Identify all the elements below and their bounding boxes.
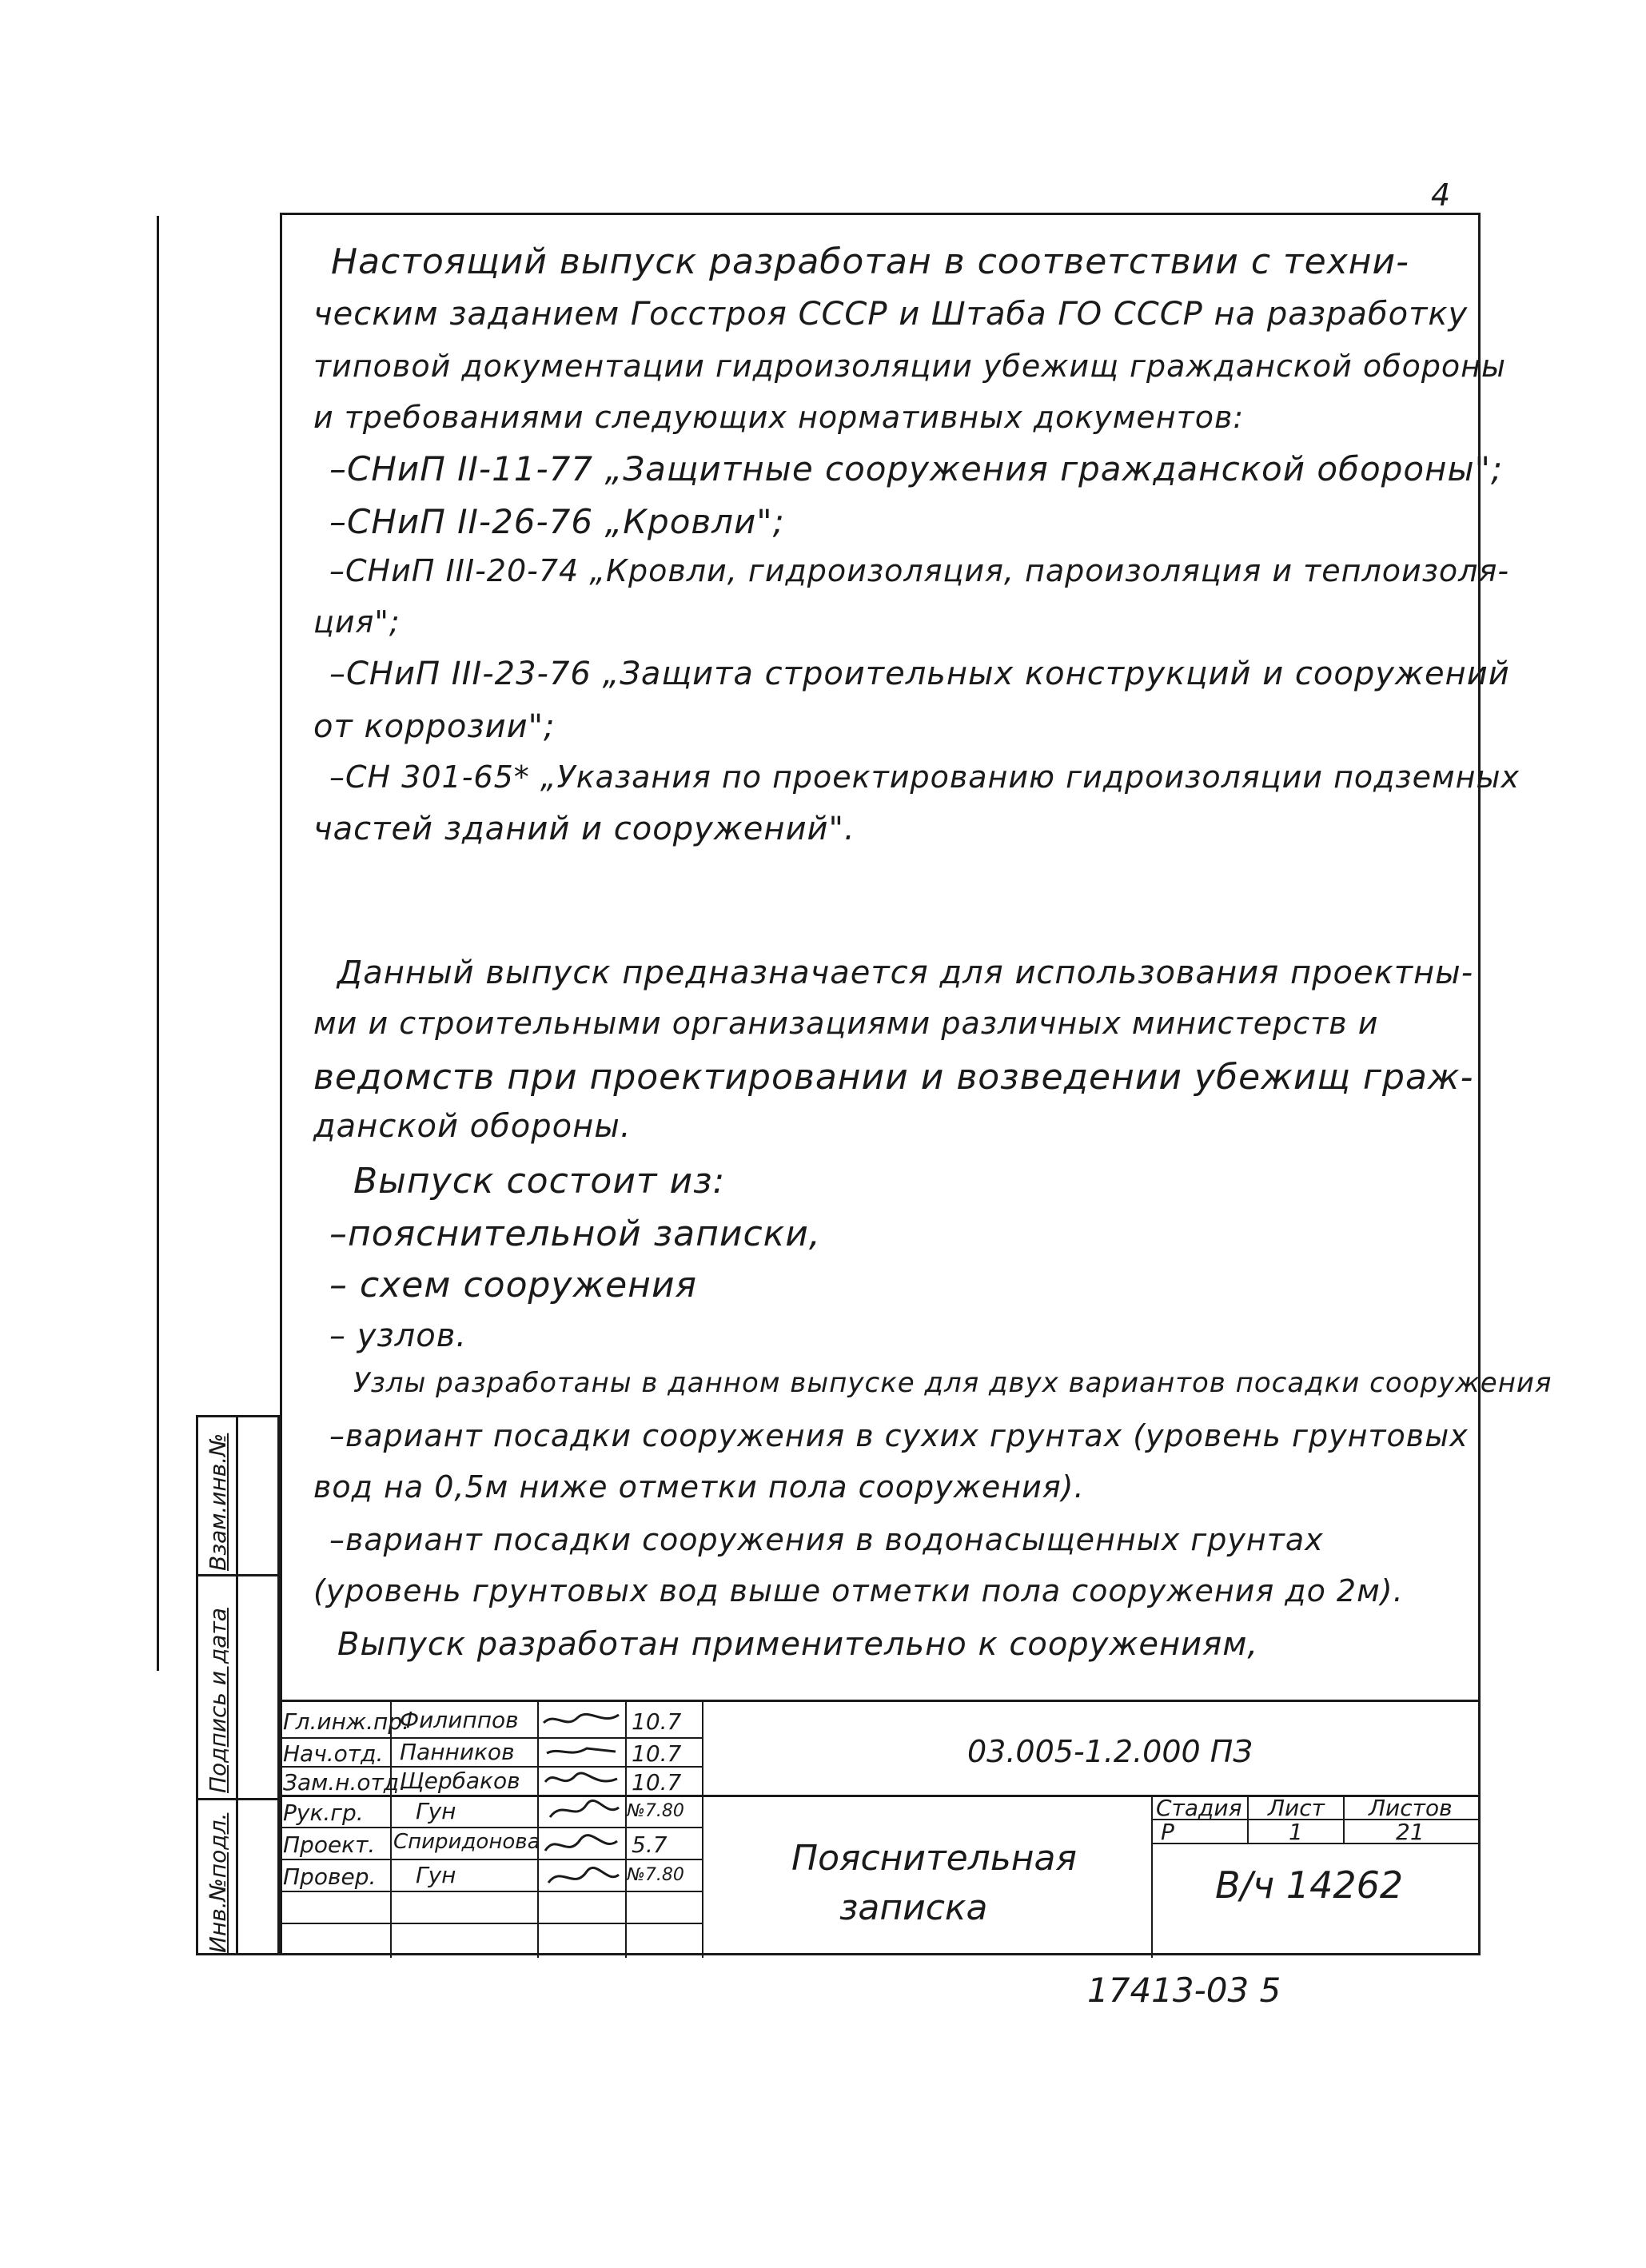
stage-value: Р (1161, 1819, 1174, 1845)
text-line: – схем сооружения (329, 1265, 698, 1305)
side-label-inv: Инв.№подл. (205, 1812, 231, 1953)
text-line: Настоящий выпуск разработан в соответствии с техни- (331, 241, 1409, 282)
stamp-date: 10.7 (632, 1769, 682, 1796)
stamp-vline (390, 1702, 392, 1958)
stamp-hline (1151, 1843, 1481, 1844)
stamp-vline (625, 1702, 627, 1958)
text-line: –СНиП III-20-74 „Кровли, гидроизоляция, пароизоляция и теплоизоля- (329, 553, 1510, 588)
sheets-label: Листов (1369, 1795, 1453, 1821)
stamp-date: №7.80 (627, 1801, 684, 1821)
document-title-line2: записка (839, 1887, 988, 1928)
text-line: ция"; (313, 604, 401, 640)
stamp-name: Гун (416, 1798, 456, 1824)
stamp-hline (280, 1923, 702, 1924)
stamp-name: Филиппов (400, 1707, 519, 1733)
text-line: –СНиП II-26-76 „Кровли"; (329, 502, 785, 541)
text-line: ми и строительными организациями различных министерств и (313, 1006, 1379, 1041)
text-line: Данный выпуск предназначается для использования проектны- (337, 955, 1474, 991)
text-line: Узлы разработаны в данном выпуске для двух вариантов посадки сооружения (353, 1367, 1552, 1399)
stamp-date: 5.7 (632, 1832, 668, 1858)
signatures-drawing (539, 1705, 624, 1921)
stamp-name: Щербаков (400, 1768, 520, 1794)
side-divider (198, 1798, 277, 1800)
document-code: 03.005-1.2.000 ПЗ (967, 1734, 1253, 1769)
text-line: (уровень грунтовых вод выше отметки пола сооружения до 2м). (313, 1573, 1404, 1608)
text-line: ведомств при проектировании и возведении убежищ граж- (313, 1057, 1474, 1098)
text-line: –СНиП II-11-77 „Защитные сооружения гражданской обороны"; (329, 449, 1504, 488)
margin-line (157, 216, 159, 1671)
bottom-number: 17413-03 5 (1087, 1971, 1281, 2010)
text-line: от коррозии"; (313, 708, 556, 745)
document-title-line1: Пояснительная (791, 1838, 1077, 1879)
text-line: типовой документации гидроизоляции убежищ гражданской обороны (313, 349, 1507, 384)
text-line: –СНиП III-23-76 „Защита строительных конструкций и сооружений (329, 656, 1510, 692)
text-line: –пояснительной записки, (329, 1214, 821, 1254)
text-line: –СН 301-65* „Указания по проектированию гидроизоляции подземных (329, 759, 1520, 795)
stamp-role: Нач.отд. (283, 1740, 384, 1767)
text-line: частей зданий и сооружений". (313, 811, 855, 847)
text-line: Выпуск состоит из: (353, 1161, 726, 1202)
stage-label: Стадия (1156, 1795, 1242, 1821)
stamp-date: №7.80 (627, 1865, 684, 1885)
text-line: –вариант посадки сооружения в сухих грунтах (уровень грунтовых (329, 1418, 1469, 1453)
sheets-value: 21 (1396, 1819, 1425, 1845)
text-line: данской обороны. (313, 1108, 632, 1145)
stamp-role: Зам.н.отд. (283, 1769, 407, 1796)
title-block (280, 1700, 1481, 1958)
organization: В/ч 14262 (1215, 1863, 1404, 1907)
stamp-role: Рук.гр. (283, 1800, 364, 1826)
sheet-label: Лист (1268, 1795, 1325, 1821)
stamp-hline (280, 1827, 702, 1828)
stamp-name: Гун (416, 1862, 456, 1888)
stamp-role: Проект. (283, 1832, 376, 1858)
side-table (196, 1415, 280, 1955)
text-line: Выпуск разработан применительно к сооружениям, (337, 1626, 1259, 1663)
side-divider (198, 1574, 277, 1576)
side-label-podpis: Подпись и дата (205, 1608, 231, 1793)
stamp-name: Панников (400, 1739, 515, 1765)
stamp-date: 10.7 (632, 1740, 682, 1767)
stamp-vline (702, 1702, 703, 1958)
text-line: ческим заданием Госстроя СССР и Штаба ГО СССР на разработку (313, 296, 1469, 333)
side-label-vzam: Взам.инв.№ (205, 1433, 231, 1571)
page-number: 4 (1431, 177, 1451, 213)
stamp-hline (280, 1891, 702, 1892)
text-line: –вариант посадки сооружения в водонасыщенных грунтах (329, 1522, 1324, 1557)
stamp-hline (280, 1859, 702, 1860)
text-line: вод на 0,5м ниже отметки пола сооружения). (313, 1469, 1085, 1505)
text-line: и требованиями следующих нормативных документов: (313, 400, 1245, 435)
text-line: – узлов. (329, 1317, 467, 1354)
stamp-date: 10.7 (632, 1708, 682, 1735)
stamp-name: Спиридонова (393, 1830, 540, 1854)
stamp-role: Гл.инж.пр. (283, 1708, 410, 1735)
stamp-role: Провер. (283, 1863, 377, 1890)
sheet-value: 1 (1289, 1819, 1303, 1845)
